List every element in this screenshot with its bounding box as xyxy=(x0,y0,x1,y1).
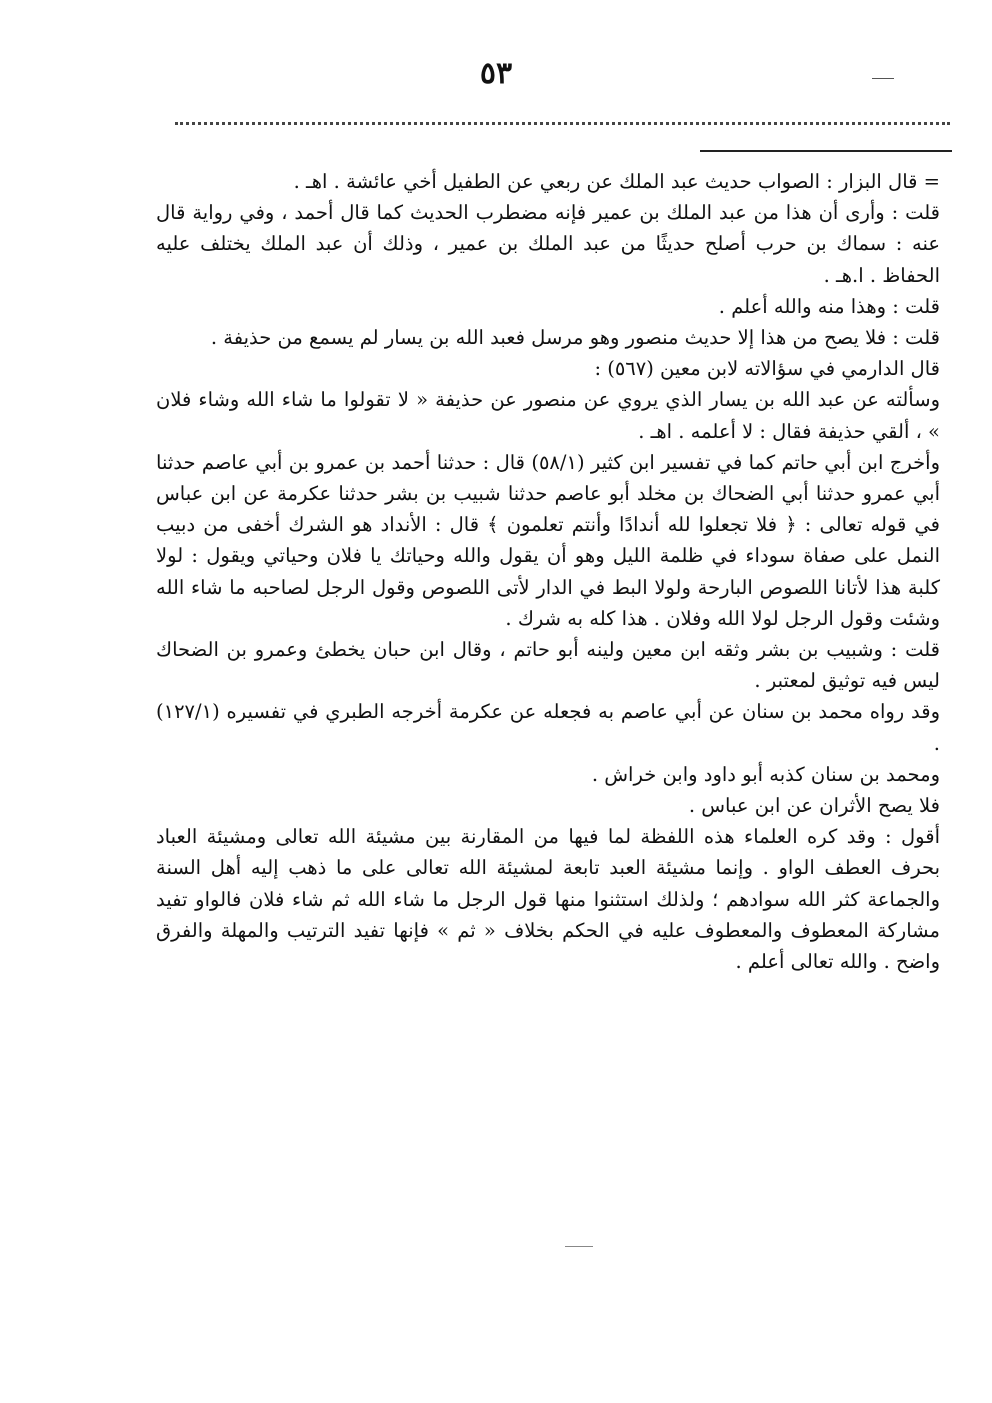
paragraph-11: فلا يصح الأثران عن ابن عباس . xyxy=(688,794,940,818)
paragraph-7: وأخرج ابن أبي حاتم كما في تفسير ابن كثير (٥٨/١) قال : حدثنا أحمد بن عمرو بن أبي عاصم حدثنا أبي عمرو حدثنا أبي الضحاك بن مخلد أبو عاصم حدثنا شبيب بن بشر حدثنا عكرمة عن ابن عباس في قوله تعالى : ﴿ فلا تجعلوا لله أندادًا وأنتم تعلمون ﴾ قال : الأنداد هو الشرك أخفى من دبيب النمل على صفاة سوداء في ظلمة الليل وهو أن يقول والله وحياتك يا فلان وحياتي ويقول : لولا كلبة هذا لأتانا اللصوص البارحة ولولا البط في الدار لأتى اللصوص وقول الرجل لصاحبه ما شاء الله وشئت وقول الرجل لولا الله وفلان . هذا كله به شرك . xyxy=(156,450,940,630)
corner-mark xyxy=(872,78,894,79)
body-text xyxy=(156,166,940,977)
paragraph-5: قال الدارمي في سؤالاته لابن معين (٥٦٧) : xyxy=(594,357,940,381)
paragraph-8: قلت : وشبيب بن بشر وثقه ابن معين ولينه أبو حاتم ، وقال ابن حبان يخطئ وعمرو بن الضحاك ليس فيه توثيق لمعتبر . xyxy=(156,638,940,693)
paragraph-3: قلت : وهذا منه والله أعلم . xyxy=(718,294,940,318)
paragraph-9: وقد رواه محمد بن سنان عن أبي عاصم به فجعله عن عكرمة أخرجه الطبري في تفسيره (١٢٧/١) . xyxy=(156,700,940,755)
paragraph-12: أقول : وقد كره العلماء هذه اللفظة لما فيها من المقارنة بين مشيئة الله تعالى ومشيئة العباد بحرف العطف الواو . وإنما مشيئة العبد تابعة لمشيئة الله تعالى على ما ذهب إليه أهل السنة والجماعة كثر الله سوادهم ؛ ولذلك استثنوا منها قول الرجل ما شاء الله ثم شاء فلان فالواو تفيد مشاركة المعطوف والمعطوف عليه في الحكم بخلاف « ثم » فإنها تفيد الترتيب والمهلة والفرق واضح . والله تعالى أعلم . xyxy=(156,825,940,974)
page-number: ٥٣ xyxy=(479,56,513,91)
paragraph-6: وسألته عن عبد الله بن يسار الذي يروي عن منصور عن حذيفة « لا تقولوا ما شاء الله وشاء فلان » ، ألقي حذيفة فقال : لا أعلمه . اهـ . xyxy=(156,388,940,443)
footer-mark xyxy=(565,1246,593,1247)
paragraph-2: قلت : وأرى أن هذا من عبد الملك بن عمير فإنه مضطرب الحديث كما قال أحمد ، وفي رواية قال عنه : سماك بن حرب أصلح حديثًا من عبد الملك بن عمير ، وذلك أن عبد الملك يختلف عليه الحفاظ . ا.هـ . xyxy=(156,201,941,287)
dotted-rule xyxy=(175,122,950,125)
paragraph-4: قلت : فلا يصح من هذا إلا حديث منصور وهو مرسل فعبد الله بن يسار لم يسمع من حذيفة . xyxy=(210,326,940,350)
footnote-separator-rule xyxy=(700,150,952,152)
paragraph-10: ومحمد بن سنان كذبه أبو داود وابن خراش . xyxy=(591,762,940,786)
paragraph-1: = قال البزار : الصواب حديث عبد الملك عن ربعي عن الطفيل أخي عائشة . اهـ . xyxy=(293,170,940,193)
